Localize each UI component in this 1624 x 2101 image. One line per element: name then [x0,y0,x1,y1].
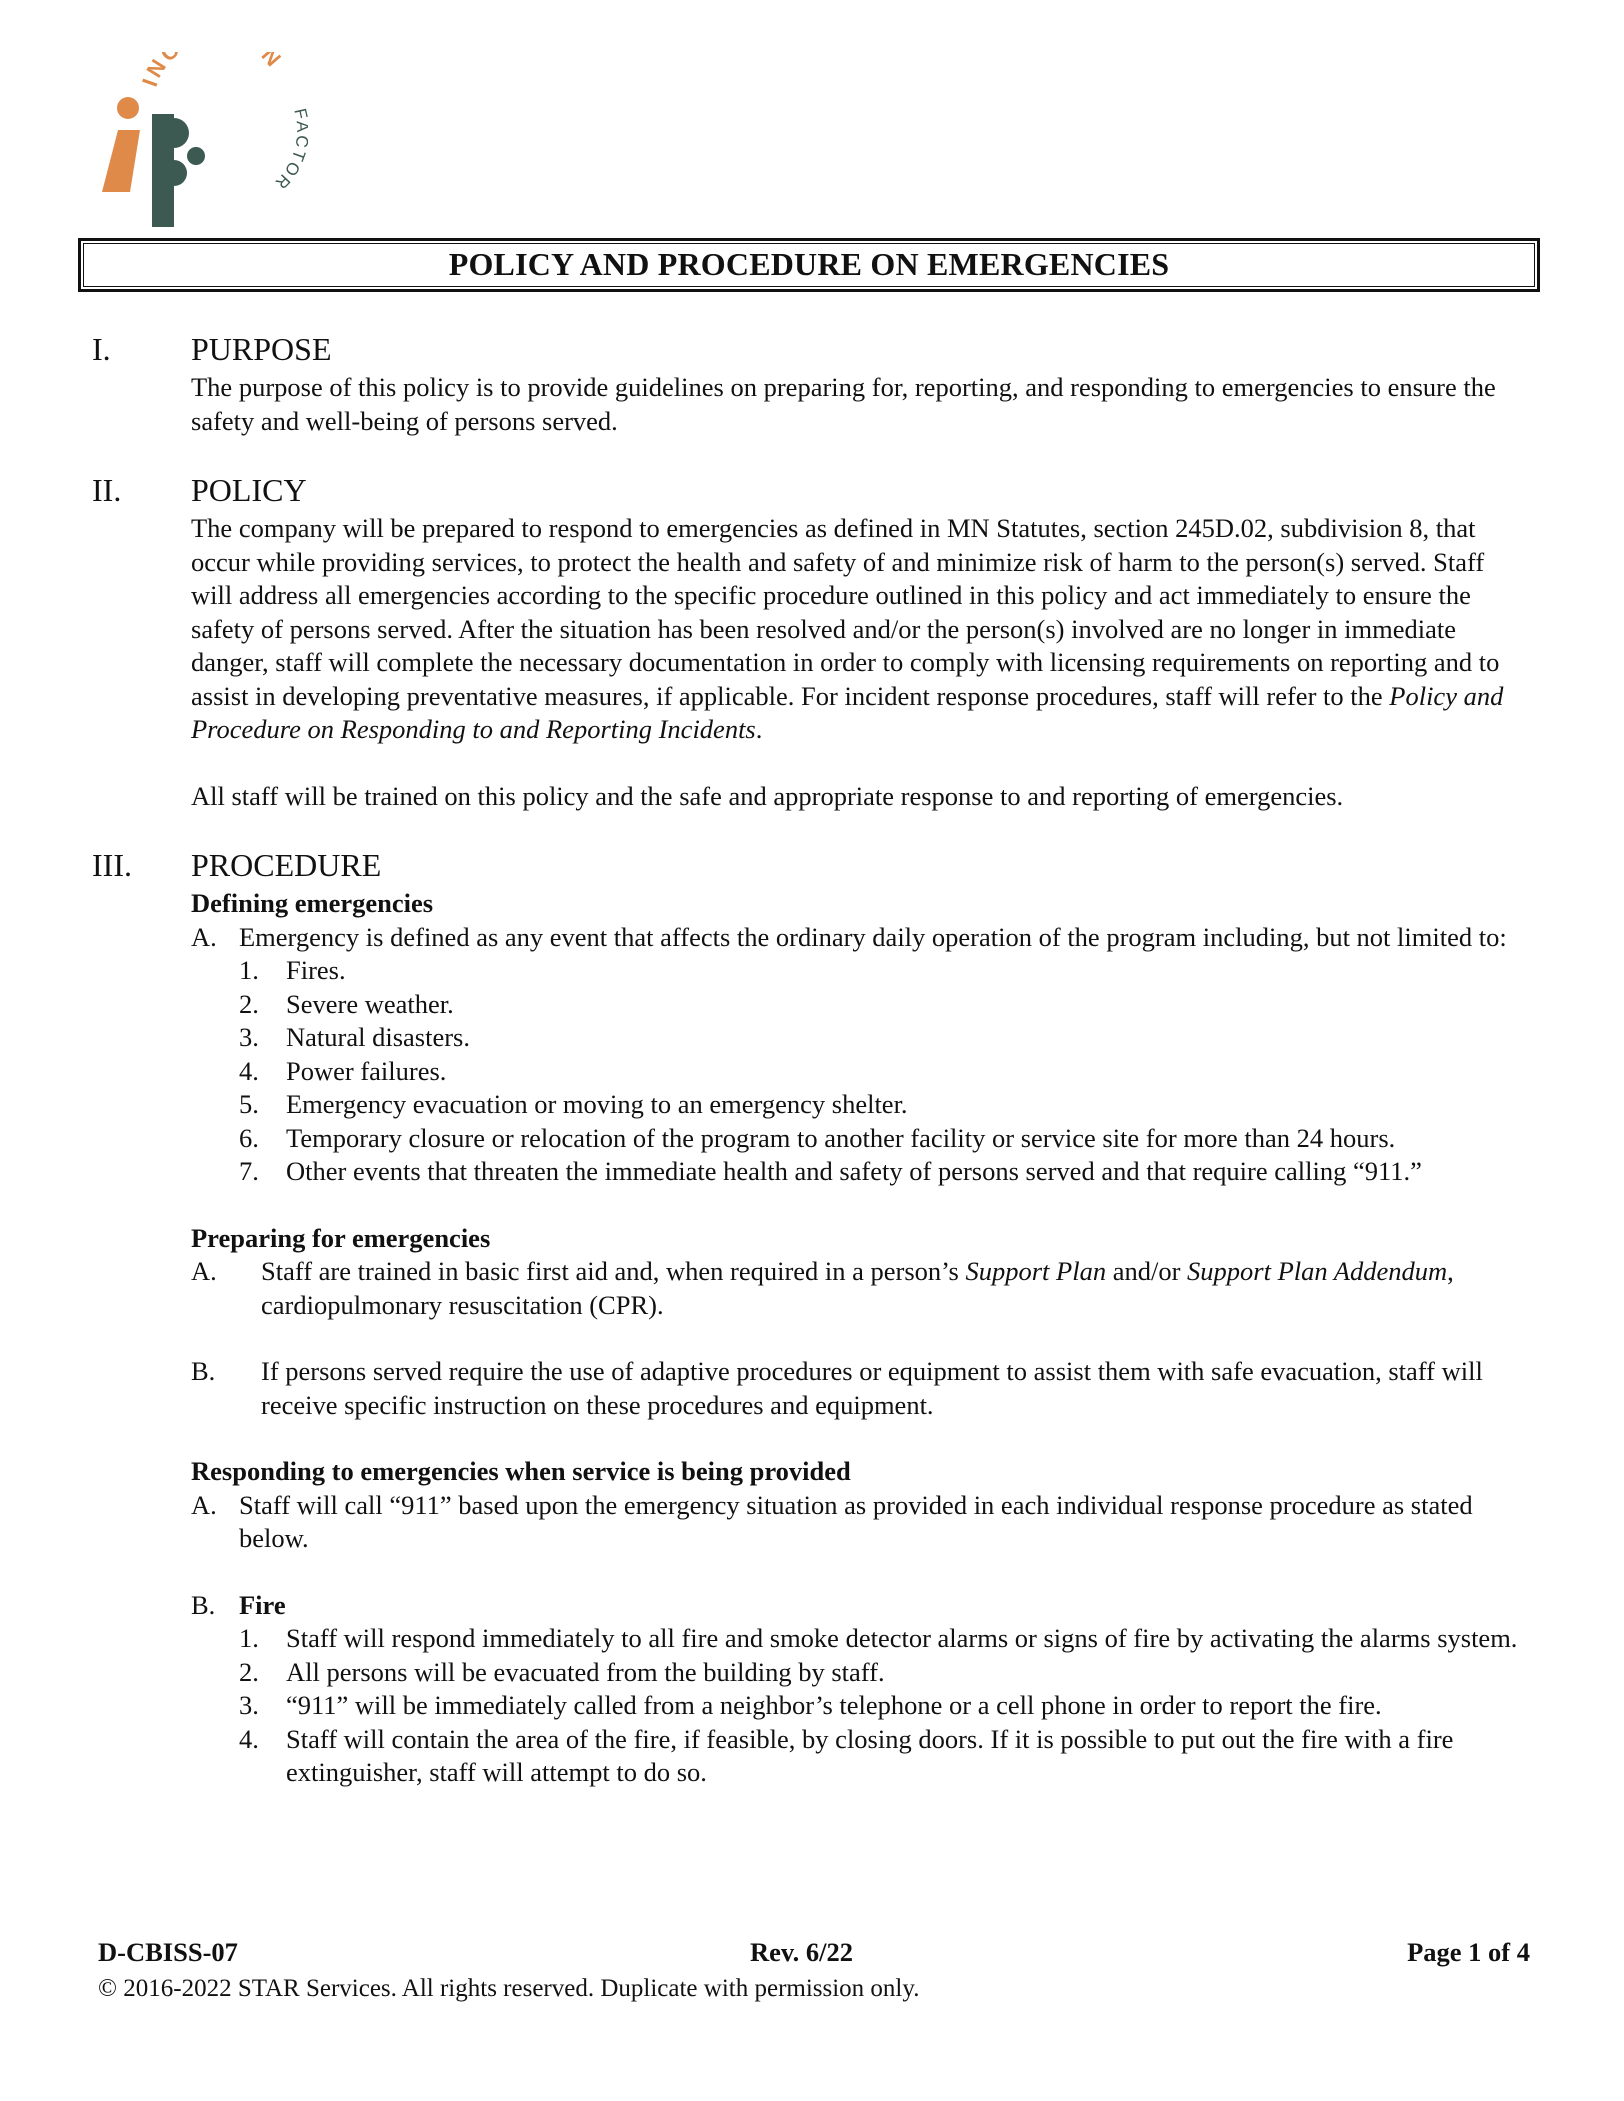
section-purpose-heading [0,333,1624,371]
page-number: Page 1 of 4 [1407,1937,1530,1967]
item-number: 1. [239,1623,259,1653]
list-item [239,988,1536,1022]
list-item [239,1656,1536,1690]
item-text: All persons will be evacuated from the building by staff. [286,1656,885,1687]
section-title: POLICY [191,472,307,508]
subheading-preparing: Preparing for emergencies [191,1222,491,1253]
item-text: Natural disasters. [286,1022,470,1052]
section-numeral: I. [92,331,111,367]
subheading-defining: Defining emergencies [191,888,434,918]
item-text: If persons served require the use of adaptive procedures or equipment to assist them with safe evacuation, staff will receive specific instruction on these procedures and equipment. [261,1356,1483,1420]
item-text: Staff will contain the area of the fire, if feasible, by closing doors. If it is possible to put out the fire with a fire extinguisher, staff will attempt to do so. [286,1723,1454,1787]
item-text: Emergency is defined as any event that affects the ordinary daily operation of the program including, but not limited to: [239,921,1507,952]
item-label: A. [191,1256,217,1286]
item-text: “911” will be immediately called from a neighbor’s telephone or a cell phone in order to report the fire. [286,1690,1382,1720]
section-numeral: II. [92,472,122,508]
copyright-notice: © 2016-2022 STAR Services. All rights reserved. Duplicate with permission only. [98,1975,920,2002]
item-number: 2. [239,1656,259,1687]
list-item [239,1689,1536,1723]
svg-text:INCLUSION [137,52,288,90]
revision-label: Rev. 6/22 [750,1937,854,1967]
policy-reference: Policy and Procedure on Responding to and Reporting Incidents [191,680,1504,744]
defining-item-a [191,921,1529,955]
logo-word-inclusion: IN N [136,52,288,90]
list-item [239,1055,1536,1089]
fire-heading: Fire [239,1589,286,1620]
item-label: A. [191,921,217,952]
item-text: Temporary closure or relocation of the program to another facility or service site for more than 24 hours. [286,1122,1396,1153]
document-id: D-CBISS-07 [98,1937,238,1967]
item-number: 2. [239,988,259,1019]
policy-training-text: All staff will be trained on this policy and the safe and appropriate response to and reporting of emergencies. [191,780,1344,811]
subheading-responding: Responding to emergencies when service is being provided [191,1456,851,1486]
list-item [239,1723,1536,1790]
logo-word-factor: TOR [270,147,308,194]
item-number: 3. [239,1022,259,1052]
item-number: 4. [239,1055,259,1086]
section-numeral: III. [92,847,132,883]
item-number: 6. [239,1122,259,1153]
item-text: Other events that threaten the immediate health and safety of persons served and that require calling “911.” [286,1156,1422,1186]
item-text: Staff are trained in basic first aid and, when required in a person’s [261,1256,966,1286]
preparing-item-a [191,1255,1531,1322]
item-number: 3. [239,1690,259,1720]
document-body [0,333,1624,1790]
item-label: B. [191,1356,216,1386]
preparing-item-b [191,1355,1531,1422]
item-number: 4. [239,1723,259,1754]
page-footer [98,1936,1530,1970]
responding-item-a [191,1489,1529,1556]
section-title: PURPOSE [191,331,332,367]
support-plan-ref: Support Plan [965,1256,1107,1286]
item-number: 5. [239,1089,259,1119]
item-text: Fires. [286,955,346,985]
list-item [239,1122,1536,1156]
svg-text:FACTOR [270,107,308,194]
responding-item-b [191,1589,1529,1623]
title-box [78,238,1540,292]
item-text: Staff will respond immediately to all fire and smoke detector alarms or signs of fire by activating the alarms system. [286,1623,1518,1653]
list-item [239,954,1536,988]
section-title: PROCEDURE [191,847,382,883]
item-text: and/or [1106,1256,1188,1286]
item-number: 1. [239,955,259,985]
section-procedure-heading [0,849,1624,887]
list-item [239,1021,1536,1055]
purpose-text: The purpose of this policy is to provide guidelines on preparing for, reporting, and responding to emergencies to ensure the safety and well-being of persons served. [191,372,1496,436]
item-label: B. [191,1589,216,1620]
policy-text-end: . [755,714,763,744]
support-plan-addendum-ref: Support Plan Addendum [1187,1256,1448,1286]
item-label: A. [191,1489,217,1520]
item-text: , cardiopulmonary resuscitation (CPR). [261,1256,1454,1320]
item-number: 7. [239,1156,259,1186]
logo-graphic [98,52,308,232]
section-policy-heading [0,474,1624,512]
item-text: Power failures. [286,1055,447,1086]
policy-text [191,512,1531,747]
list-item [239,1622,1536,1656]
item-text: Staff will call “911” based upon the emergency situation as provided in each individual response procedure as stated below. [239,1489,1473,1553]
inclusion-factor-logo [98,52,308,232]
page-title: POLICY AND PROCEDURE ON EMERGENCIES [448,246,1170,283]
policy-text-main: The company will be prepared to respond to emergencies as defined in MN Statutes, section 245D.02, subdivision 8, that occur while providing services, to protect the health and safety of and minimize risk of harm to the person(s) served. Staff will address all emergencies according to the specific procedure outlined in this policy and act immediately to ensure the safety of persons served. After the situation has been resolved and/or the person(s) involved are no longer in immediate danger, staff will complete the necessary documentation in order to comply with licensing requirements on reporting and to assist in developing preventative measures, if applicable. For incident response procedures, staff will refer to the [191,513,1500,711]
item-text: Emergency evacuation or moving to an emergency shelter. [286,1089,908,1119]
list-item [239,1155,1536,1189]
list-item [239,1088,1536,1122]
item-text: Severe weather. [286,988,454,1019]
